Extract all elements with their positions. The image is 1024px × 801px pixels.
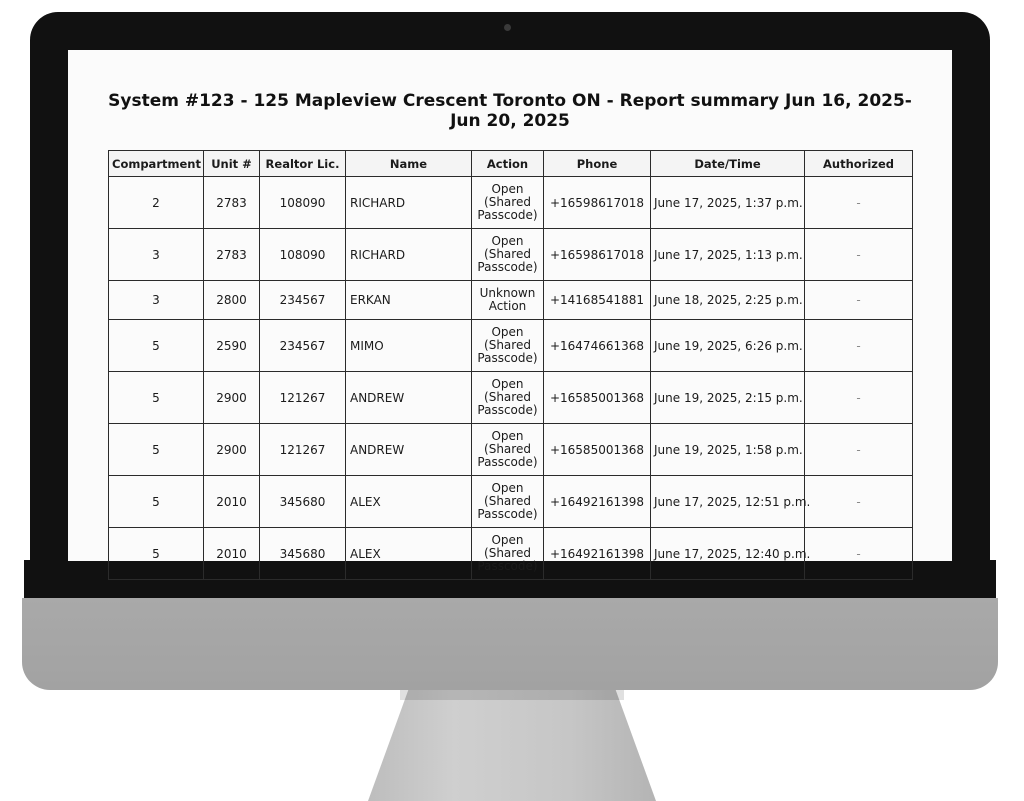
page-title: System #123 - 125 Mapleview Crescent Toronto ON - Report summary Jun 16, 2025- Jun 20, 2025: [108, 91, 912, 131]
cell-name: ANDREW: [346, 372, 472, 424]
cell-realtor-lic: 121267: [260, 372, 346, 424]
report-table: [108, 150, 913, 580]
column-header-action[interactable]: Action: [472, 151, 544, 177]
table-row: [109, 229, 913, 281]
column-header-phone[interactable]: Phone: [544, 151, 651, 177]
cell-datetime: June 19, 2025, 2:15 p.m.: [651, 372, 805, 424]
cell-unit: 2590: [204, 320, 260, 372]
cell-name: RICHARD: [346, 177, 472, 229]
table-row: [109, 320, 913, 372]
camera-icon: [504, 24, 511, 31]
cell-datetime: June 19, 2025, 1:58 p.m.: [651, 424, 805, 476]
cell-phone: +16585001368: [544, 424, 651, 476]
cell-compartment: 5: [109, 528, 204, 580]
cell-compartment: 5: [109, 372, 204, 424]
cell-phone: +14168541881: [544, 281, 651, 320]
cell-action: Unknown Action: [472, 281, 544, 320]
cell-action: Open (Shared Passcode): [472, 528, 544, 580]
cell-datetime: June 17, 2025, 1:37 p.m.: [651, 177, 805, 229]
cell-realtor-lic: 121267: [260, 424, 346, 476]
cell-compartment: 5: [109, 320, 204, 372]
cell-datetime: June 18, 2025, 2:25 p.m.: [651, 281, 805, 320]
cell-compartment: 3: [109, 229, 204, 281]
cell-unit: 2800: [204, 281, 260, 320]
column-header-compartment[interactable]: Compartment: [109, 151, 204, 177]
cell-authorized: -: [805, 320, 913, 372]
cell-phone: +16598617018: [544, 177, 651, 229]
cell-action: Open (Shared Passcode): [472, 177, 544, 229]
cell-unit: 2783: [204, 229, 260, 281]
cell-action: Open (Shared Passcode): [472, 424, 544, 476]
cell-authorized: -: [805, 281, 913, 320]
cell-realtor-lic: 234567: [260, 320, 346, 372]
cell-name: RICHARD: [346, 229, 472, 281]
monitor-chin: [22, 598, 998, 690]
cell-authorized: -: [805, 528, 913, 580]
column-header-name[interactable]: Name: [346, 151, 472, 177]
cell-action: Open (Shared Passcode): [472, 372, 544, 424]
cell-phone: +16585001368: [544, 372, 651, 424]
cell-datetime: June 17, 2025, 1:13 p.m.: [651, 229, 805, 281]
cell-realtor-lic: 108090: [260, 229, 346, 281]
cell-unit: 2010: [204, 476, 260, 528]
cell-action: Open (Shared Passcode): [472, 229, 544, 281]
monitor-stand-shadow: [400, 690, 624, 700]
cell-unit: 2783: [204, 177, 260, 229]
table-row: [109, 177, 913, 229]
cell-realtor-lic: 108090: [260, 177, 346, 229]
cell-phone: +16492161398: [544, 476, 651, 528]
cell-unit: 2010: [204, 528, 260, 580]
cell-datetime: June 17, 2025, 12:51 p.m.: [651, 476, 805, 528]
table-row: [109, 281, 913, 320]
cell-compartment: 3: [109, 281, 204, 320]
cell-phone: +16492161398: [544, 528, 651, 580]
cell-name: ANDREW: [346, 424, 472, 476]
cell-name: MIMO: [346, 320, 472, 372]
cell-authorized: -: [805, 177, 913, 229]
cell-compartment: 5: [109, 476, 204, 528]
cell-name: ALEX: [346, 528, 472, 580]
cell-authorized: -: [805, 476, 913, 528]
cell-phone: +16474661368: [544, 320, 651, 372]
table-row: [109, 476, 913, 528]
screen: [68, 50, 952, 573]
cell-authorized: -: [805, 229, 913, 281]
cell-name: ERKAN: [346, 281, 472, 320]
monitor-stand: [368, 690, 656, 801]
table-row: [109, 424, 913, 476]
cell-name: ALEX: [346, 476, 472, 528]
column-header-unit[interactable]: Unit #: [204, 151, 260, 177]
cell-compartment: 2: [109, 177, 204, 229]
cell-action: Open (Shared Passcode): [472, 476, 544, 528]
cell-realtor-lic: 345680: [260, 476, 346, 528]
cell-realtor-lic: 234567: [260, 281, 346, 320]
table-header-row: [109, 151, 913, 177]
cell-datetime: June 19, 2025, 6:26 p.m.: [651, 320, 805, 372]
table-row: [109, 372, 913, 424]
column-header-realtor-lic[interactable]: Realtor Lic.: [260, 151, 346, 177]
cell-action: Open (Shared Passcode): [472, 320, 544, 372]
cell-compartment: 5: [109, 424, 204, 476]
cell-datetime: June 17, 2025, 12:40 p.m.: [651, 528, 805, 580]
cell-unit: 2900: [204, 424, 260, 476]
cell-unit: 2900: [204, 372, 260, 424]
column-header-datetime[interactable]: Date/Time: [651, 151, 805, 177]
cell-authorized: -: [805, 424, 913, 476]
cell-authorized: -: [805, 372, 913, 424]
cell-realtor-lic: 345680: [260, 528, 346, 580]
column-header-authorized[interactable]: Authorized: [805, 151, 913, 177]
cell-phone: +16598617018: [544, 229, 651, 281]
table-row: [109, 528, 913, 580]
